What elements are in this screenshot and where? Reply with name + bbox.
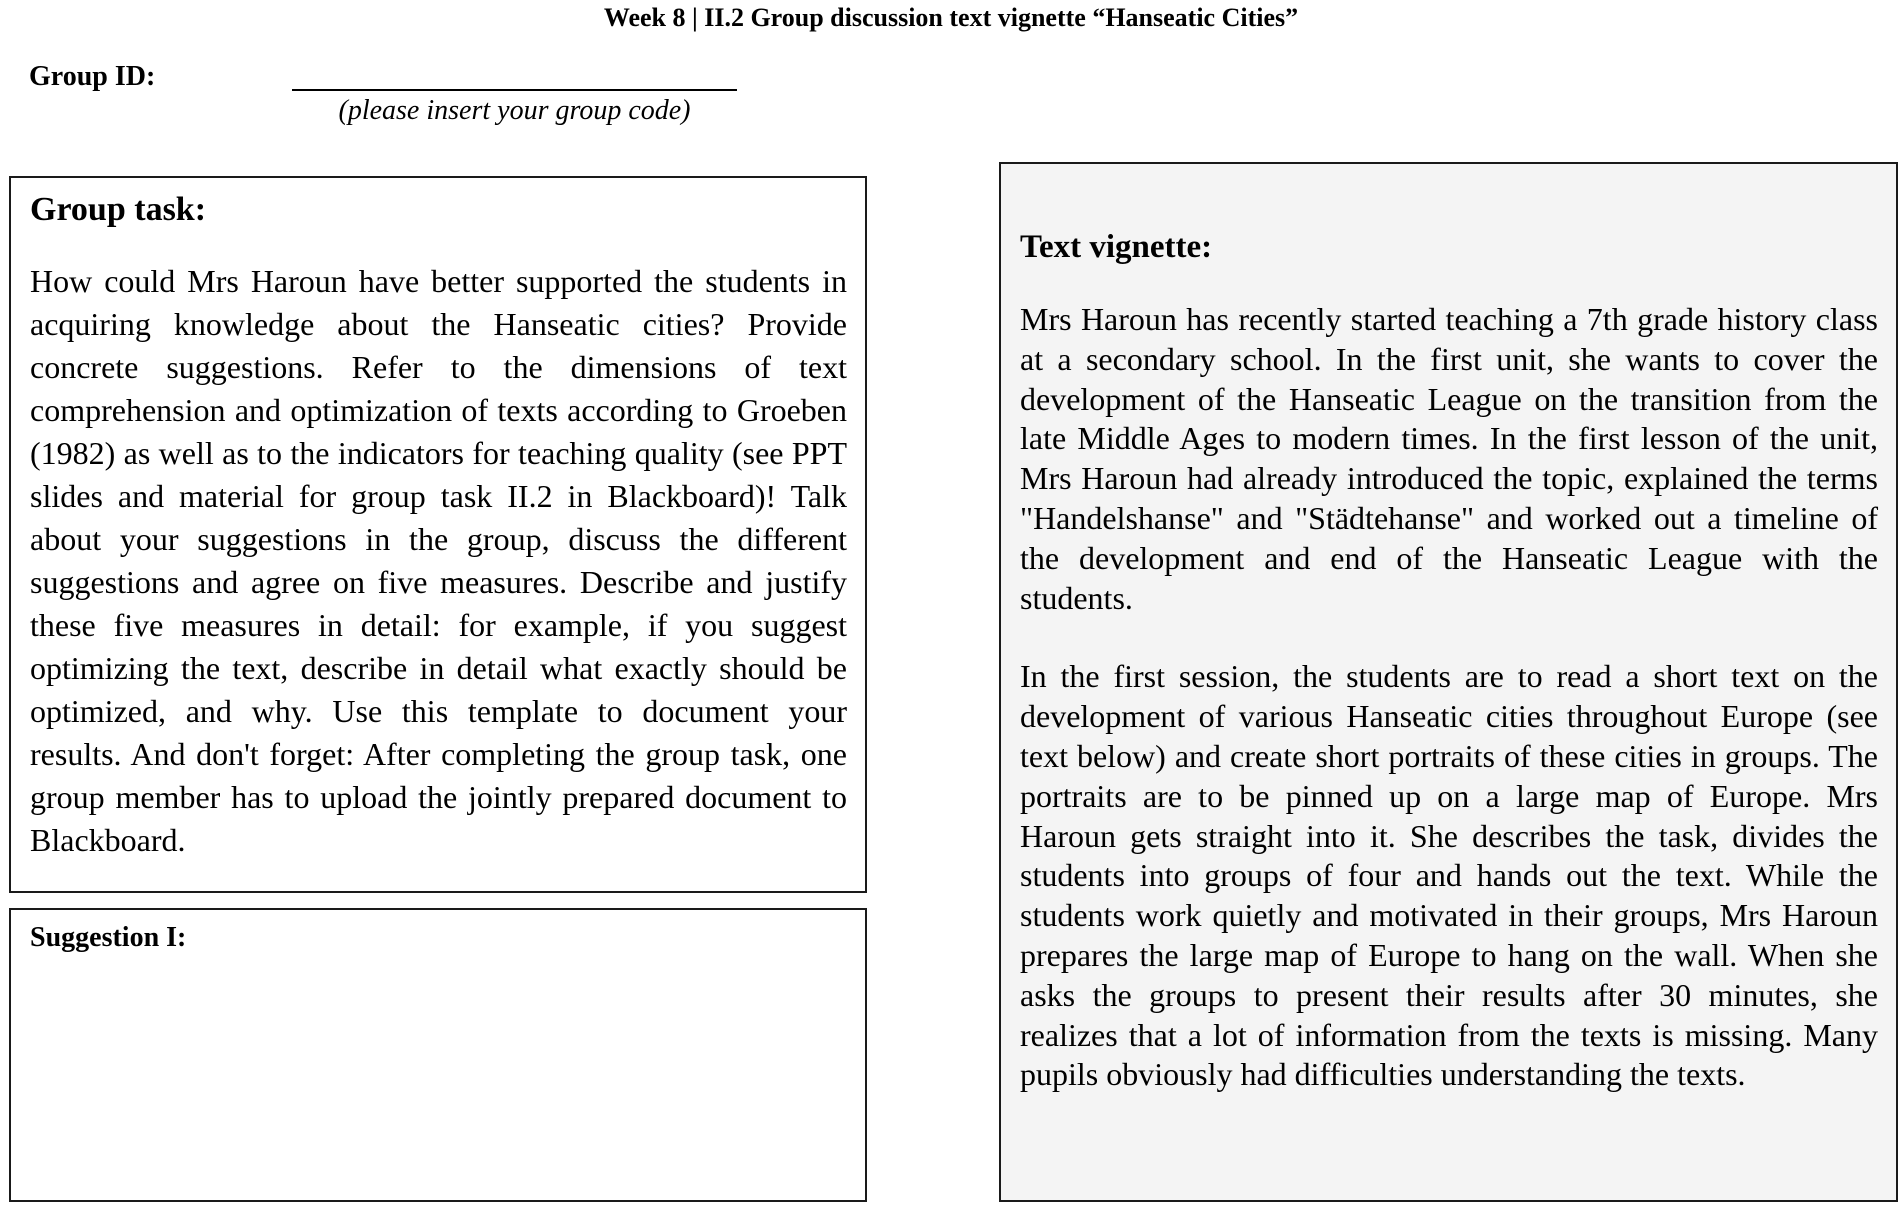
page-title: Week 8 | II.2 Group discussion text vignette “Hanseatic Cities” (603, 3, 1299, 32)
group-id-input-line[interactable] (292, 89, 737, 91)
text-vignette-paragraph: In the first session, the students are to read a short text on the development of various Hanseatic cities throughout Europe (see text below) and create short portraits of these cities in groups. The portraits are to be pinned up on a large map of Europe. Mrs Haroun gets straight into it. She describes the task, divides the students into groups of four and hands out the text. While the students work quietly and motivated in their groups, Mrs Haroun prepares the large map of Europe to hang on the wall. When she asks the groups to present their results after 30 minutes, she realizes that a lot of information from the texts is missing. Many pupils obviously had difficulties understanding the texts. (1020, 658, 1878, 1093)
group-task-box (9, 176, 867, 893)
group-id-label: Group ID: (29, 61, 156, 92)
text-vignette-heading: Text vignette: (1020, 229, 1213, 265)
group-id-hint: (please insert your group code) (338, 95, 691, 126)
suggestion-box[interactable] (9, 908, 867, 1202)
group-task-heading: Group task: (30, 191, 207, 228)
suggestion-heading: Suggestion I: (30, 922, 187, 953)
group-task-text: How could Mrs Haroun have better supported the students in acquiring knowledge about the Hanseatic cities? Provide concrete suggestions. Refer to the dimensions of text comprehension and optimization of texts according to Groeben (1982) as well as to the indicators for teaching quality (see PPT slides and material for group task II.2 in Blackboard)! Talk about your suggestions in the group, discuss the different suggestions and agree on five measures. Describe and justify these five measures in detail: for example, if you suggest optimizing the text, describe in detail what exactly should be optimized, and why. Use this template to document your results. And don't forget: After completing the group task, one group member has to upload the jointly prepared document to Blackboard. (30, 263, 847, 858)
text-vignette-box (999, 162, 1898, 1202)
text-vignette-paragraph: Mrs Haroun has recently started teaching a 7th grade history class at a secondary school. In the first unit, she wants to cover the development of the Hanseatic League on the transition from the late Middle Ages to modern times. In the first lesson of the unit, Mrs Haroun had already introduced the topic, explained the terms "Handelshanse" and "Städtehanse" and worked out a timeline of the development and end of the Hanseatic League with the students. (1020, 301, 1878, 616)
